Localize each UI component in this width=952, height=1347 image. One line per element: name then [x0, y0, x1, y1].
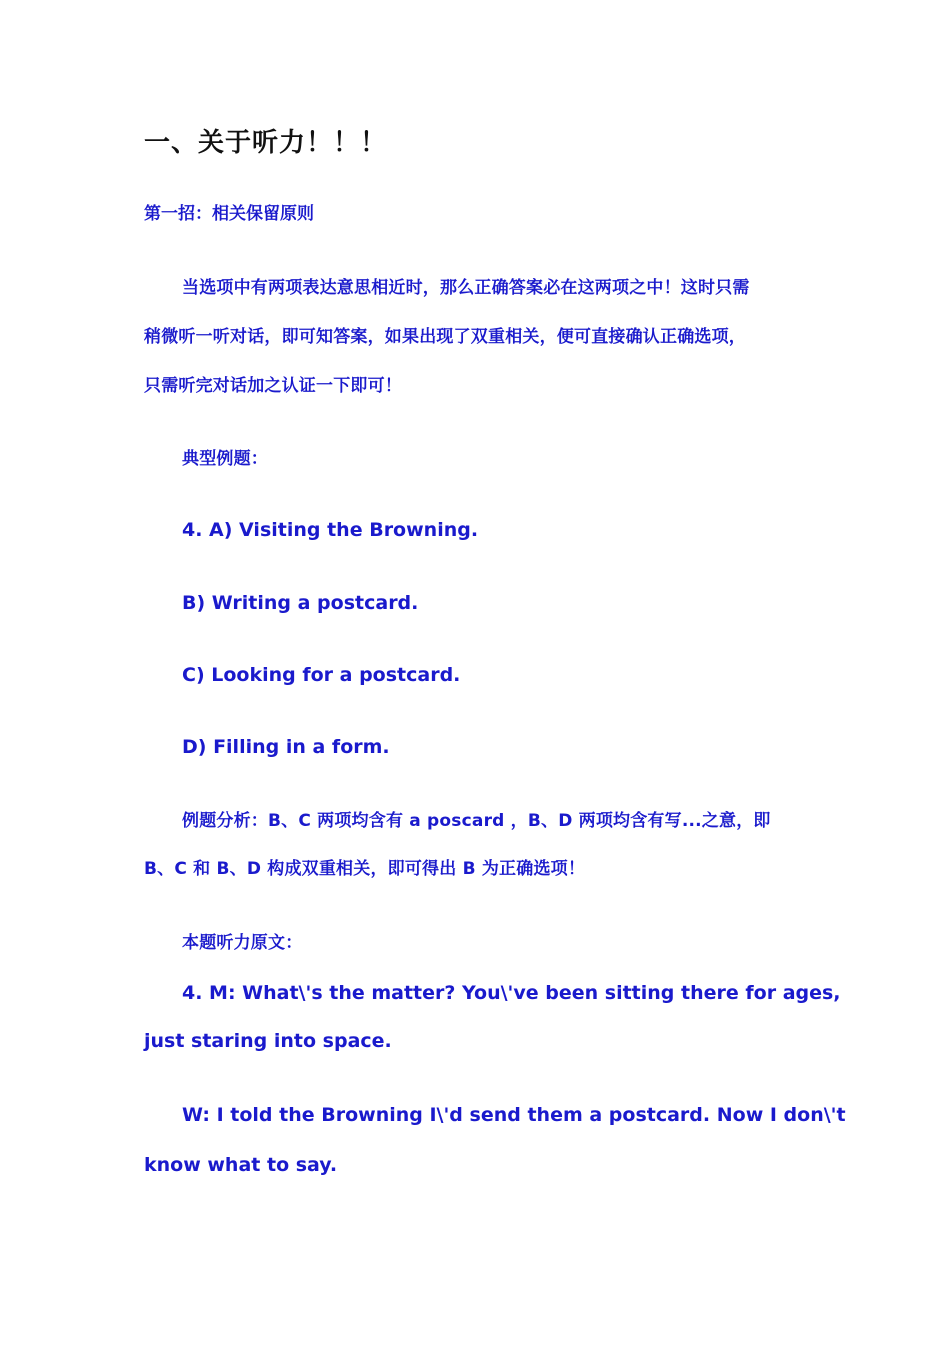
option-c: C) Looking for a postcard.	[182, 664, 461, 686]
transcript-m-line-1: 4. M: What\'s the matter? You\'ve been sitting there for ages,	[182, 982, 841, 1004]
option-a: 4. A) Visiting the Browning.	[182, 519, 479, 541]
transcript-m-line-2: just staring into space.	[144, 1030, 392, 1052]
example-label: 典型例题：	[182, 449, 268, 469]
transcript-w-line-1: W: I told the Browning I\'d send them a postcard. Now I don\'t	[182, 1104, 846, 1126]
analysis-line-2: B、C 和 B、D 构成双重相关，即可得出 B 为正确选项！	[144, 859, 586, 879]
transcript-w-line-2: know what to say.	[144, 1154, 338, 1176]
section-title: 第一招：相关保留原则	[144, 204, 314, 224]
option-d: D) Filling in a form.	[182, 736, 390, 758]
page-heading: 一、关于听力！！！	[144, 128, 388, 158]
intro-line-1: 当选项中有两项表达意思相近时，那么正确答案必在这两项之中！这时只需	[182, 278, 750, 298]
analysis-line-1: 例题分析：B、C 两项均含有 a poscard ，B、D 两项均含有写...之意，即	[182, 811, 771, 831]
transcript-label: 本题听力原文：	[182, 933, 303, 953]
option-b: B) Writing a postcard.	[182, 592, 419, 614]
intro-line-3: 只需听完对话加之认证一下即可！	[144, 376, 402, 396]
intro-line-2: 稍微听一听对话，即可知答案，如果出现了双重相关，便可直接确认正确选项，	[144, 327, 746, 347]
